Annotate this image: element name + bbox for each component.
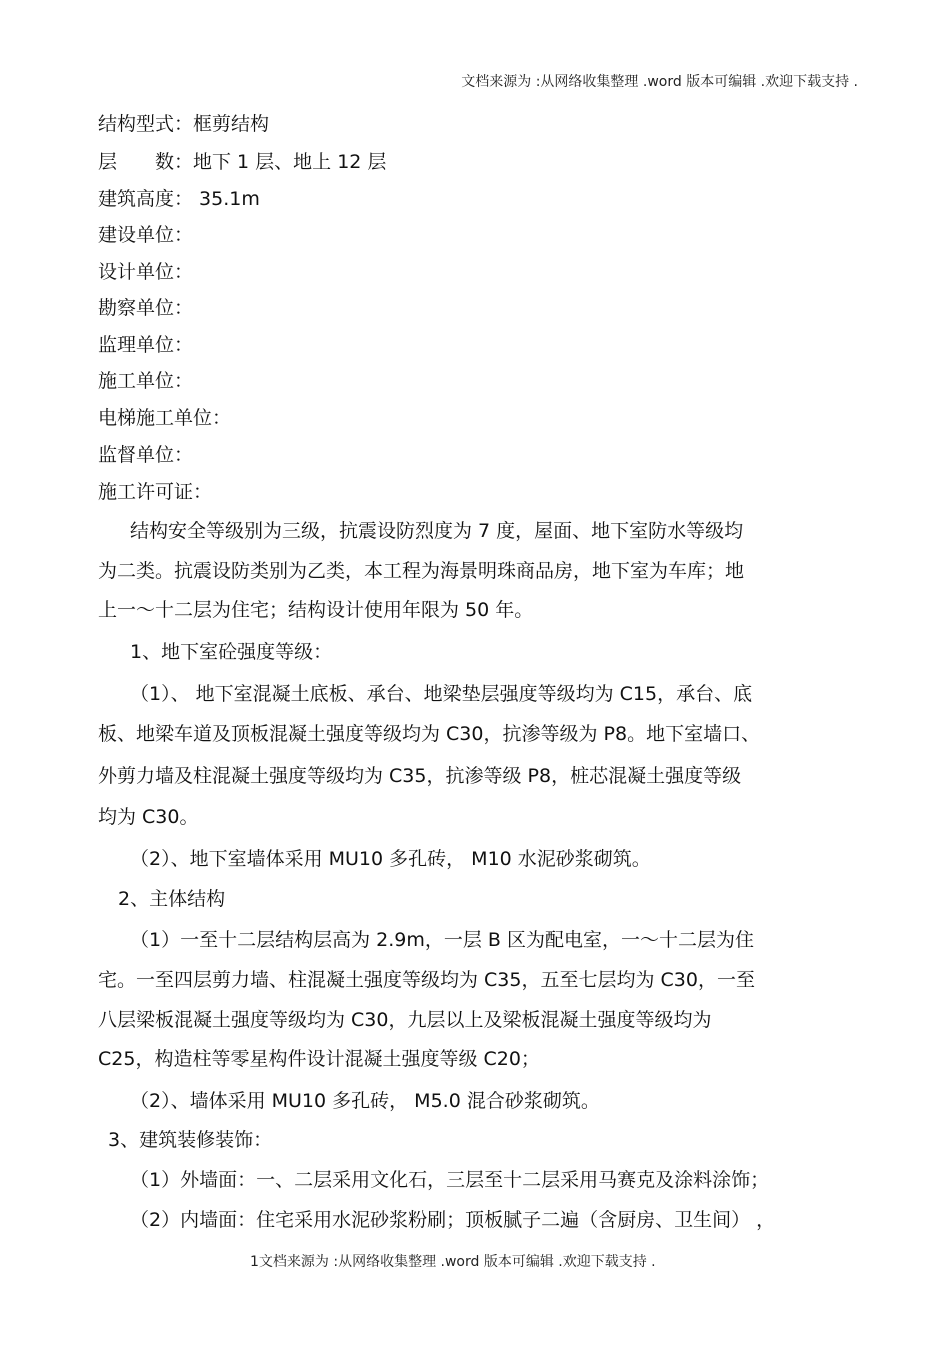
paragraph-line: 结构安全等级别为三级，抗震设防烈度为 7 度，屋面、地下室防水等级均	[130, 520, 744, 542]
structure-type-line: 结构型式：框剪结构	[98, 113, 270, 135]
monitoring-unit-line: 监督单位：	[98, 444, 194, 466]
design-unit-line: 设计单位：	[98, 261, 194, 283]
page-header: 文档来源为 :从网络收集整理 .word 版本可编辑 .欢迎下载支持 .	[461, 74, 858, 90]
paragraph-line: 板、地梁车道及顶板混凝土强度等级均为 C30，抗渗等级为 P8。地下室墙口、	[98, 723, 761, 745]
paragraph-line: （1）一至十二层结构层高为 2.9m，一层 B 区为配电室，一～十二层为住	[130, 929, 754, 951]
section-heading: 2、主体结构	[118, 888, 226, 910]
paragraph-line: 外剪力墙及柱混凝土强度等级均为 C35，抗渗等级 P8，桩芯混凝土强度等级	[98, 765, 742, 787]
paragraph-line: （2）、墙体采用 MU10 多孔砖， M5.0 混合砂浆砌筑。	[130, 1090, 600, 1112]
paragraph-line: 上一～十二层为住宅；结构设计使用年限为 50 年。	[98, 599, 534, 621]
floors-line: 层 数：地下 1 层、地上 12 层	[98, 151, 387, 173]
paragraph-line: （1）、 地下室混凝土底板、承台、地梁垫层强度等级均为 C15，承台、底	[130, 683, 753, 705]
paragraph-line: 八层梁板混凝土强度等级均为 C30，九层以上及梁板混凝土强度等级均为	[98, 1009, 712, 1031]
paragraph-line: （2）、地下室墙体采用 MU10 多孔砖， M10 水泥砂浆砌筑。	[130, 848, 651, 870]
section-heading: 3、建筑装修装饰：	[108, 1129, 273, 1151]
construction-unit-line: 建设单位：	[98, 224, 194, 246]
elevator-unit-line: 电梯施工单位：	[98, 407, 232, 429]
permit-line: 施工许可证：	[98, 481, 213, 503]
paragraph-line: 均为 C30。	[98, 806, 199, 828]
section-heading: 1、地下室砼强度等级：	[130, 641, 333, 663]
paragraph-line: （2）内墙面：住宅采用水泥砂浆粉刷；顶板腻子二遍（含厨房、卫生间） ，	[130, 1209, 776, 1231]
paragraph-line: 为二类。抗震设防类别为乙类，本工程为海景明珠商品房，地下室为车库；地	[98, 560, 745, 582]
page-footer: 1文档来源为 :从网络收集整理 .word 版本可编辑 .欢迎下载支持 .	[250, 1254, 656, 1270]
paragraph-line: C25，构造柱等零星构件设计混凝土强度等级 C20；	[98, 1048, 540, 1070]
supervision-unit-line: 监理单位：	[98, 334, 194, 356]
paragraph-line: （1）外墙面：一、二层采用文化石，三层至十二层采用马赛克及涂料涂饰；	[130, 1169, 770, 1191]
paragraph-line: 宅。一至四层剪力墙、柱混凝土强度等级均为 C35，五至七层均为 C30，一至	[98, 969, 755, 991]
building-height-line: 建筑高度： 35.1m	[98, 188, 260, 210]
builder-unit-line: 施工单位：	[98, 370, 194, 392]
survey-unit-line: 勘察单位：	[98, 297, 194, 319]
